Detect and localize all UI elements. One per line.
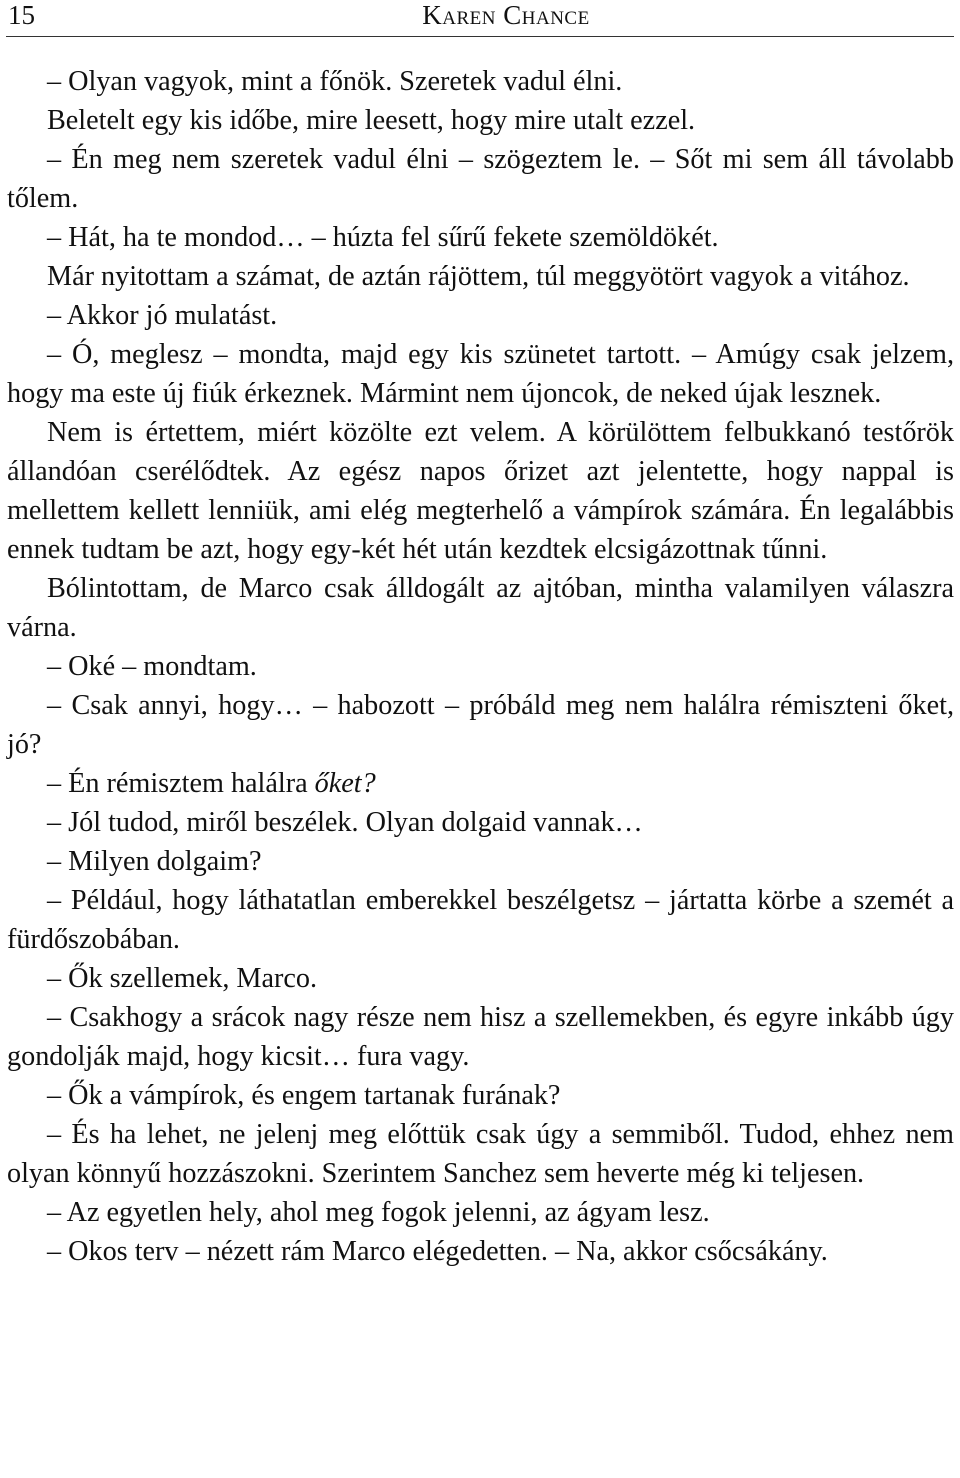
paragraph: – Ők a vámpírok, és engem tartanak furának? [47,1080,561,1111]
paragraph: – Csak annyi, hogy… – habozott – próbáld meg nem halálra rémiszteni őket, jó? [7,690,954,760]
paragraph: – Milyen dolgaim? [47,846,262,877]
paragraph: Bólintottam, de Marco csak álldogált az ajtóban, mintha valamilyen válaszra várna. [7,573,954,643]
paragraph: Nem is értettem, miért közölte ezt velem. A körülöttem felbukkanó testőrök állandóan cserélődtek. Az egész napos őrizet azt jelentette, hogy nappal is mellettem kellett lenniük, ami elég megterhelő a vámpírok számára. Én legalábbis ennek tudtam be azt, hogy egy-két hét után kezdtek elcsigázottnak tűnni. [7,417,954,565]
paragraph: – És ha lehet, ne jelenj meg előttük csak úgy a semmiből. Tudod, ehhez nem olyan könnyű hozzászokni. Szerintem Sanchez sem heverte még ki teljesen. [7,1119,954,1189]
page-number: 15 [8,0,35,30]
paragraph: – Jól tudod, miről beszélek. Olyan dolgaid vannak… [47,807,643,838]
paragraph: – Ők szellemek, Marco. [47,963,318,994]
paragraph: – Okos terv – nézett rám Marco elégedetten. – Na, akkor csőcsákány. [47,1236,828,1267]
paragraph: – Akkor jó mulatást. [47,300,278,331]
paragraph: – Én meg nem szeretek vadul élni – szögeztem le. – Sőt mi sem áll távolabb tőlem. [7,144,954,214]
paragraph-text: – Én rémisztem halálra [47,768,315,799]
paragraph: – Oké – mondtam. [47,651,257,682]
page-header [6,0,954,30]
paragraph: Már nyitottam a számat, de aztán rájöttem, túl meggyötört vagyok a vitához. [47,261,910,292]
paragraph: – Ó, meglesz – mondta, majd egy kis szünetet tartott. – Amúgy csak jelzem, hogy ma este új fiúk érkeznek. Mármint nem újoncok, de neked újak lesznek. [7,339,954,409]
paragraph: – Például, hogy láthatatlan emberekkel beszélgetsz – jártatta körbe a szemét a fürdőszobában. [7,885,954,955]
emphasized-text: őket? [314,768,376,799]
paragraph: Beletelt egy kis időbe, mire leesett, hogy mire utalt ezzel. [47,105,696,136]
paragraph: – Olyan vagyok, mint a főnök. Szeretek vadul élni. [47,66,623,97]
paragraph: – Az egyetlen hely, ahol meg fogok jelenni, az ágyam lesz. [47,1197,710,1228]
running-head-author: Karen Chance [422,0,590,30]
paragraph [7,764,954,803]
header-rule [6,36,954,37]
paragraph: – Csakhogy a srácok nagy része nem hisz a szellemekben, és egyre inkább úgy gondolják majd, hogy kicsit… fura vagy. [7,1002,954,1072]
paragraph: – Hát, ha te mondod… – húzta fel sűrű fekete szemöldökét. [47,222,719,253]
body-text [7,62,954,1271]
